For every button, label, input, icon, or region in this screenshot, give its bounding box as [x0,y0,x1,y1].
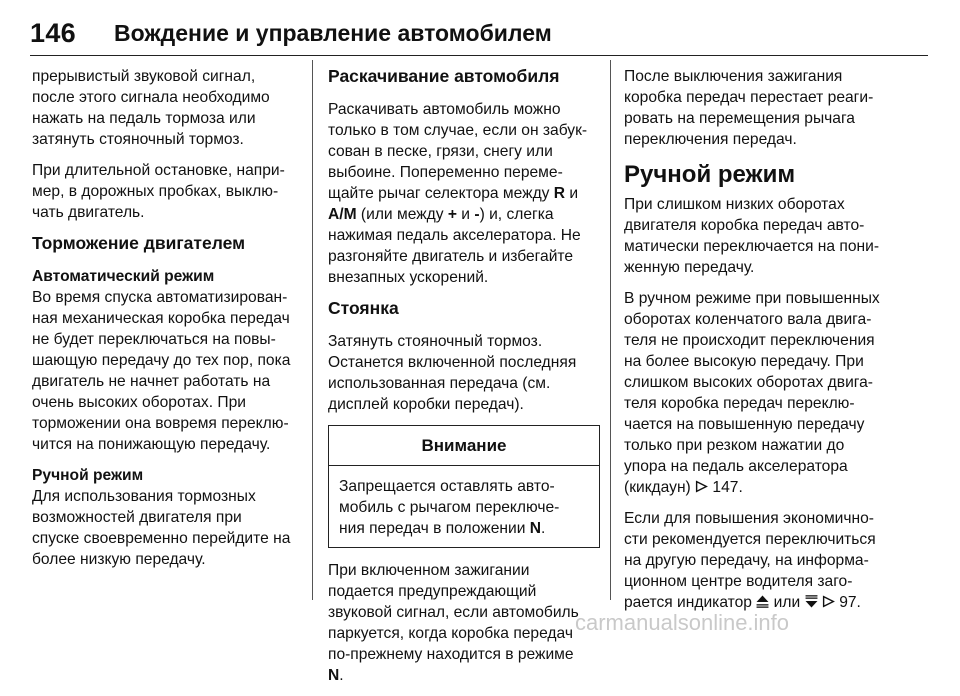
text-line: спуске своевременно перейдите на [32,530,291,547]
ignition-paragraph [328,560,600,686]
text-line [624,477,924,498]
gear-plus-label: + [447,206,457,223]
page-reference-icon [695,480,708,493]
text-line: Если для повышения экономично- [624,510,874,527]
text-line: оборотах коленчатого вала двига- [624,311,872,328]
header-rule [30,55,928,56]
text-line: сован в песке, грязи, снегу или [328,143,553,160]
text-line: более низкую передачу. [32,551,206,568]
parking-paragraph [328,331,600,415]
text-line: коробка передач перестает реаги- [624,89,874,106]
text-line [328,204,600,225]
eco-paragraph [624,508,924,613]
text-line: упора на педаль акселератора [624,458,848,475]
text-line: ровать на перемещения рычага [624,110,855,127]
text-line: Останется включенной последняя [328,354,577,371]
text-run: . [738,479,743,496]
text-line: Во время спуска автоматизирован- [32,289,288,306]
text-line: очень высоких оборотах. При [32,394,246,411]
text-run: ния передач в положении [339,520,530,537]
text-line: двигателя коробка передач авто- [624,217,865,234]
page-number: 146 [30,18,76,48]
long-stop-paragraph [32,160,302,223]
text-line: двигатель не начнет работать на [32,373,271,390]
text-line: паркуется, когда коробка передач [328,625,573,642]
subheading-manual-mode: Ручной режим [32,467,144,484]
column-1 [32,66,302,580]
section-heading-manual-mode: Ручной режим [624,161,796,188]
text-line: В ручном режиме при повышенных [624,290,880,307]
text-run: (или между [356,206,448,223]
text-line: шающую передачу до тех пор, пока [32,352,291,369]
text-line: При включенном зажигании [328,562,530,579]
text-line: не будет переключаться на повы- [32,331,276,348]
section-heading-parking: Стоянка [328,298,399,318]
text-line: слишком высоких оборотах двига- [624,374,873,391]
text-line: сти рекомендуется переключиться [624,531,876,548]
text-line: переключения передач. [624,131,797,148]
high-rpm-paragraph [624,288,924,498]
text-line: использованная передача (см. [328,375,551,392]
text-line: нажимая педаль акселератора. Не [328,227,581,244]
text-run: (кикдаун) [624,479,696,496]
text-line: возможностей двигателя при [32,509,242,526]
page-title: Вождение и управление автомобилем [114,20,552,46]
gear-n-label: N [529,520,541,537]
text-line [339,518,589,539]
upshift-indicator-icon [756,595,769,608]
text-line: чается на повышенную передачу [624,416,865,433]
text-line: Запрещается оставлять авто- [339,478,555,495]
intro-paragraph [32,66,302,150]
page-reference-icon [822,595,835,608]
page-reference-link[interactable]: 97 [839,594,857,611]
text-run: . [856,594,861,611]
text-run: и [565,185,579,202]
rocking-paragraph [328,99,600,288]
text-line: Для использования тормозных [32,488,256,505]
text-line: мер, в дорожных пробках, выклю- [32,183,279,200]
section-heading-rocking: Раскачивание автомобиля [328,66,560,86]
after-ignition-paragraph [624,66,924,150]
column-3 [624,66,924,623]
text-line: При длительной остановке, напри- [32,162,285,179]
text-line: торможении она вовремя переклю- [32,415,289,432]
page-reference-link[interactable]: 147 [712,479,739,496]
watermark: carmanualsonline.info [575,610,790,635]
text-line: ная механическая коробка передач [32,310,290,327]
text-line: внезапных ускорений. [328,269,489,286]
warning-box [328,425,600,548]
text-run: щайте рычаг селектора между [328,185,554,202]
page-header [30,18,930,52]
column-2 [328,66,600,696]
text-line: Затянуть стояночный тормоз. [328,333,543,350]
text-line [328,665,600,686]
text-run: ) и, слегка [479,206,554,223]
text-line: звуковой сигнал, если автомобиль [328,604,579,621]
text-run: или [769,594,805,611]
manual-mode-paragraph [32,465,302,570]
text-line: по-прежнему находится в режиме [328,646,574,663]
text-run: и [456,206,475,223]
text-line: ционном центре водителя заго- [624,573,853,590]
text-line: матически переключается на пони- [624,238,880,255]
text-line: дисплей коробки передач). [328,396,524,413]
text-line: мобиль с рычагом переключе- [339,499,560,516]
text-line: нажать на педаль тормоза или [32,110,256,127]
text-line: на более высокую передачу. При [624,353,864,370]
text-line [328,183,600,204]
text-line: После выключения зажигания [624,68,843,85]
text-line: только в том случае, если он забук- [328,122,588,139]
low-rpm-paragraph [624,194,924,278]
text-run: . [541,520,546,537]
warning-title: Внимание [329,426,599,466]
subheading-auto-mode: Автоматический режим [32,268,215,285]
text-run: рается индикатор [624,594,757,611]
text-line: затянуть стояночный тормоз. [32,131,244,148]
gear-n-label: N [328,667,340,684]
section-heading-engine-braking: Торможение двигателем [32,233,246,253]
gear-minus-label: - [474,206,480,223]
text-line: разгоняйте двигатель и избегайте [328,248,574,265]
text-line: чится на понижающую передачу. [32,436,271,453]
gear-am-label: A/M [328,206,357,223]
text-line: прерывистый звуковой сигнал, [32,68,256,85]
gear-r-label: R [553,185,566,202]
column-divider [312,60,313,600]
auto-mode-paragraph [32,266,302,455]
text-line: Раскачивать автомобиль можно [328,101,561,118]
text-line: на другую передачу, на информа- [624,552,869,569]
column-divider [610,60,611,600]
text-line: подается предупреждающий [328,583,537,600]
downshift-indicator-icon [805,595,818,608]
text-line: чать двигатель. [32,204,145,221]
text-line: теля коробка передач переклю- [624,395,855,412]
text-run: . [339,667,344,684]
warning-body [329,466,599,547]
text-line: женную передачу. [624,259,755,276]
text-line: после этого сигнала необходимо [32,89,270,106]
text-line: теля не происходит переключения [624,332,875,349]
text-line: При слишком низких оборотах [624,196,845,213]
text-line: только при резком нажатии до [624,437,845,454]
text-line: выбоине. Попеременно переме- [328,164,563,181]
